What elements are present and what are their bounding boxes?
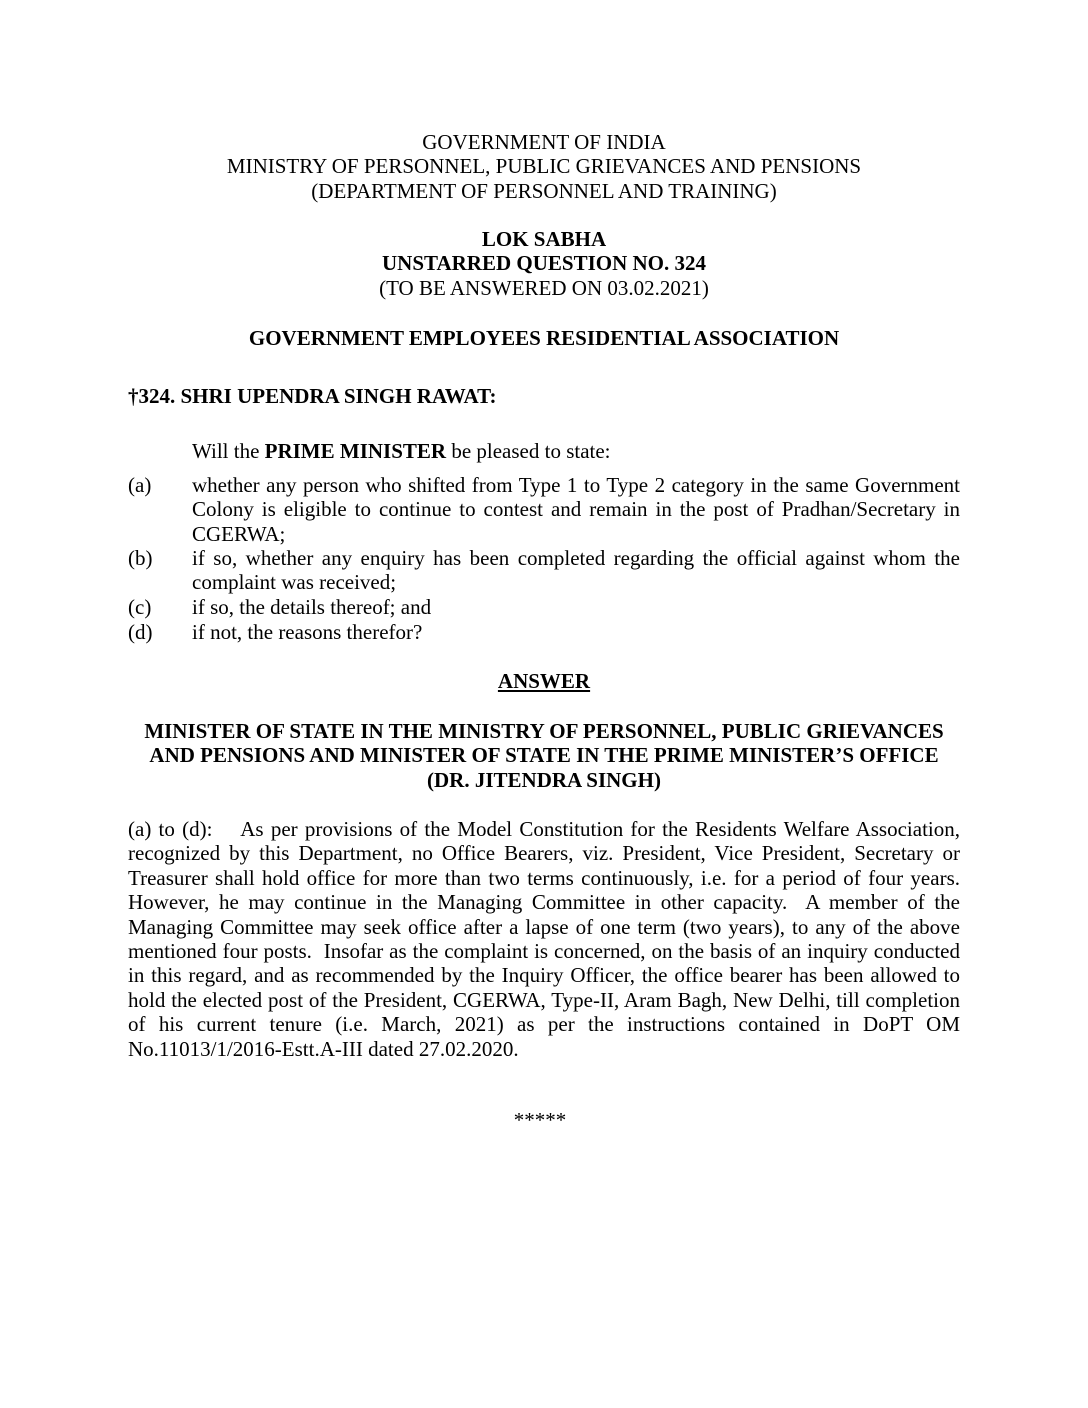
member-name: †324. SHRI UPENDRA SINGH RAWAT: [128, 384, 497, 408]
question-intro [192, 439, 960, 463]
subject-title: GOVERNMENT EMPLOYEES RESIDENTIAL ASSOCIATION [248, 326, 840, 350]
question-item-d [128, 620, 960, 644]
question-text: whether any person who shifted from Type 1 to Type 2 category in the same Government Colony is eligible to continue to contest and remain in the post of Pradhan/Secretary in CGERWA; [192, 473, 960, 546]
question-item-c [128, 595, 960, 619]
header-department: (DEPARTMENT OF PERSONNEL AND TRAINING) [311, 178, 777, 203]
minister-block [128, 719, 960, 792]
question-item-a [128, 473, 960, 546]
question-label: (d) [128, 620, 153, 644]
question-text: if not, the reasons therefor? [192, 620, 423, 644]
answer-paragraph: (a) to (d): As per provisions of the Model Constitution for the Residents Welfare Association, recognized by this Department, no Office Bearers, viz. President, Vice President, Secretary or Treasurer shall hold office for more than two terms continuously, i.e. for a period of four years. However, he may continue in the Managing Committee in other capacity. A member of the Managing Committee may seek office after a lapse of one term (two years), to any of the above mentioned four posts. Insofar as the complaint is concerned, on the basis of an inquiry conducted in this regard, and as recommended by the Inquiry Officer, the office bearer has been allowed to hold the elected post of the President, CGERWA, Type-II, Aram Bagh, New Delhi, till completion of his current tenure (i.e. March, 2021) as per the instructions contained in DoPT OM No.11013/1/2016-Estt.A-III dated 27.02.2020. [128, 817, 966, 1061]
question-label: (b) [128, 546, 153, 570]
question-label: (c) [128, 595, 152, 619]
answer-heading-text: ANSWER [497, 669, 591, 693]
addressee: PRIME MINISTER [264, 439, 447, 463]
document-header [128, 130, 960, 203]
header-ministry: MINISTRY OF PERSONNEL, PUBLIC GRIEVANCES AND PENSIONS [226, 154, 862, 179]
intro-text: Will the [192, 439, 265, 463]
question-meta [128, 227, 960, 300]
question-number: UNSTARRED QUESTION NO. 324 [382, 251, 706, 276]
question-item-b [128, 546, 960, 595]
intro-text-end: be pleased to state: [446, 439, 611, 463]
end-mark: ***** [513, 1108, 567, 1132]
header-government: GOVERNMENT OF INDIA [422, 130, 666, 154]
minister-title-1: MINISTER OF STATE IN THE MINISTRY OF PERSONNEL, PUBLIC GRIEVANCES [144, 719, 944, 743]
minister-title-2: AND PENSIONS AND MINISTER OF STATE IN THE PRIME MINISTER’S OFFICE [149, 743, 939, 768]
house-name: LOK SABHA [481, 227, 607, 251]
answer-date: (TO BE ANSWERED ON 03.02.2021) [379, 275, 709, 300]
question-label: (a) [128, 473, 152, 497]
question-text: if so, the details thereof; and [192, 595, 432, 619]
question-text: if so, whether any enquiry has been completed regarding the official against whom the complaint was received; [192, 546, 960, 595]
answer-heading [128, 669, 960, 693]
minister-name: (DR. JITENDRA SINGH) [427, 767, 661, 792]
